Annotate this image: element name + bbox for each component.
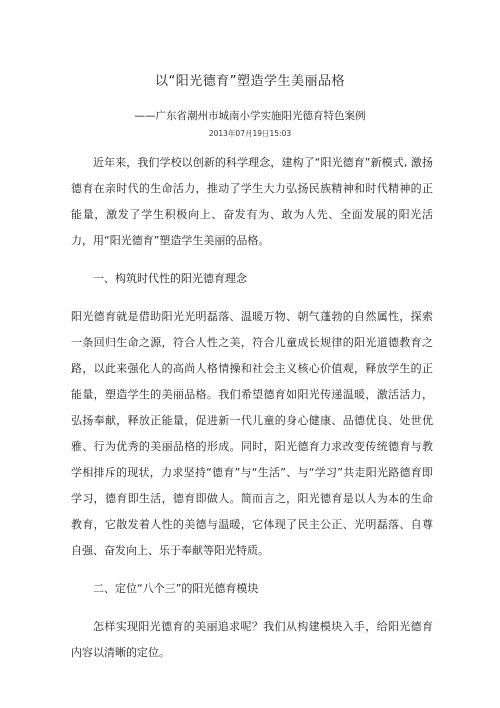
section-heading-1: 一、构筑时代性的阳光德育理念 — [93, 272, 247, 285]
document-subtitle: ——广东省潮州市城南小学实施阳光德育特色案例 — [134, 110, 366, 122]
intro-paragraph: 近年来，我们学校以创新的科学理念，建构了“阳光德育”新模式, 激扬德育在亲时代的生命活力，推动了学生大力弘扬民族精神和时代精神的正能量，激发了学生积极向上、奋发有为、敢为人先、全面发展的阳光活力，用“阳光德育”塑造学生美丽的品格。 — [71, 156, 433, 247]
document-title: 以“阳光德育”塑造学生美丽品格 — [155, 74, 345, 89]
publish-timestamp: 2013年07月19日15:03 — [208, 129, 292, 138]
document-body — [71, 150, 433, 666]
section-2-paragraph: 怎样实现阳光德育的美丽追求呢？我们从构建模块入手，给阳光德育内容以清晰的定位。 — [71, 620, 433, 659]
section-1-paragraph: 阳光德育就是借助阳光光明磊落、温暖万物、朝气蓬勃的自然属性，探索一条回归生命之源，符合人性之美，符合儿童成长规律的阳光道德教育之路，以此来强化人的高尚人格情操和社会主义核心价值观，释放学生的正能量，塑造学生的美丽品格。我们希望德育如阳光传递温暖，激活活力，弘扬奉献，释放正能量，促进新一代儿童的身心健康、品德优良、处世优雅、行为优秀的美丽品格的形成。同时，阳光德育力求改变传统德育与教学相排斥的现状，力求坚持“德育”与“生活”、与“学习”共走阳光路德育即学习，德育即生活，德育即做人。简而言之，阳光德育是以人为本的生命教育，它散发着人性的美德与温暖，它体现了民主公正、光明磊落、自尊自强、奋发向上、乐于奉献等阳光特质。 — [71, 310, 433, 557]
section-heading-2: 二、定位“八个三”的阳光德育模块 — [93, 582, 259, 595]
